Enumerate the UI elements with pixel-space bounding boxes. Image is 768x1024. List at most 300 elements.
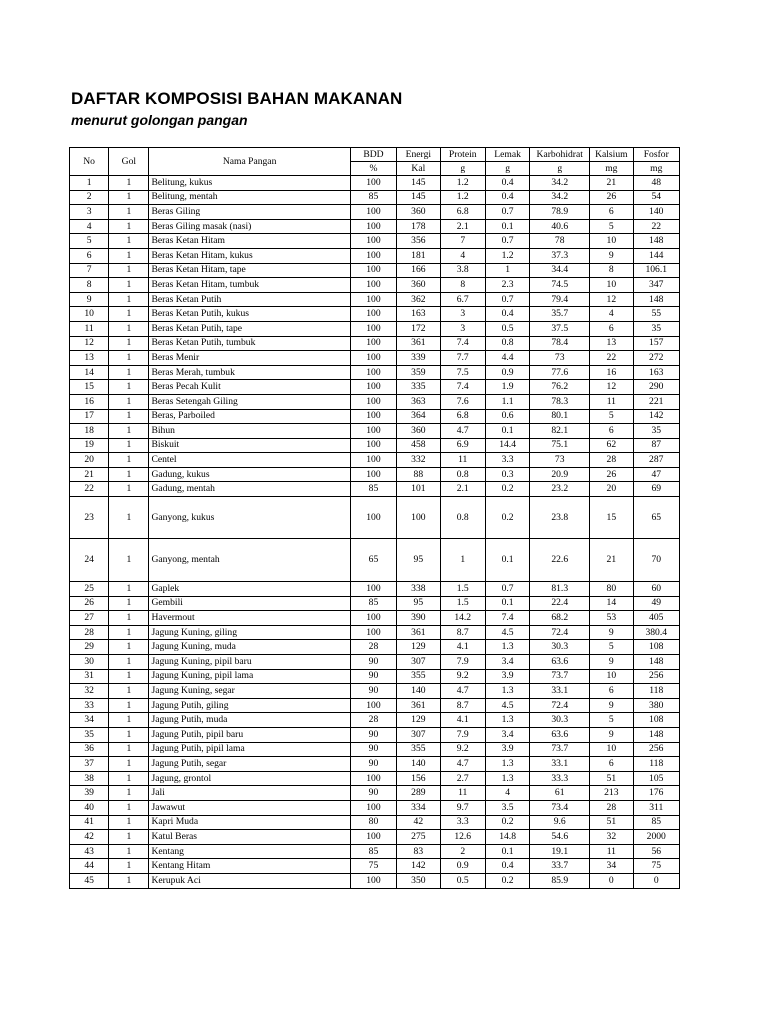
- cell-gol: 1: [109, 424, 149, 439]
- cell-karbohidrat: 30.3: [530, 640, 590, 655]
- cell-gol: 1: [109, 640, 149, 655]
- unit-fosfor: mg: [633, 162, 680, 176]
- cell-nama-pangan: Jagung Kuning, pipil lama: [149, 669, 350, 684]
- cell-energi: 350: [397, 873, 440, 888]
- cell-no: 4: [70, 219, 109, 234]
- cell-bdd: 100: [350, 771, 396, 786]
- cell-nama-pangan: Beras Ketan Putih, tape: [149, 321, 350, 336]
- table-row: [70, 640, 680, 655]
- cell-kalsium: 6: [590, 321, 633, 336]
- cell-protein: 4.1: [440, 640, 485, 655]
- cell-bdd: 100: [350, 438, 396, 453]
- header-protein: Protein: [440, 148, 485, 162]
- cell-fosfor: 75: [633, 859, 680, 874]
- cell-karbohidrat: 34.2: [530, 190, 590, 205]
- cell-gol: 1: [109, 844, 149, 859]
- cell-kalsium: 9: [590, 698, 633, 713]
- cell-nama-pangan: Beras Ketan Hitam, tumbuk: [149, 278, 350, 293]
- cell-lemak: 1: [485, 263, 529, 278]
- cell-kalsium: 5: [590, 640, 633, 655]
- cell-kalsium: 11: [590, 844, 633, 859]
- cell-kalsium: 51: [590, 815, 633, 830]
- cell-nama-pangan: Jagung Putih, giling: [149, 698, 350, 713]
- cell-energi: 360: [397, 278, 440, 293]
- table-row: [70, 205, 680, 220]
- cell-lemak: 0.3: [485, 467, 529, 482]
- cell-bdd: 100: [350, 497, 396, 539]
- cell-kalsium: 6: [590, 424, 633, 439]
- cell-nama-pangan: Beras, Parboiled: [149, 409, 350, 424]
- cell-no: 5: [70, 234, 109, 249]
- cell-energi: 142: [397, 859, 440, 874]
- unit-protein: g: [440, 162, 485, 176]
- cell-protein: 6.7: [440, 292, 485, 307]
- table-row: [70, 669, 680, 684]
- cell-bdd: 80: [350, 815, 396, 830]
- cell-protein: 7.4: [440, 380, 485, 395]
- cell-protein: 8.7: [440, 625, 485, 640]
- cell-no: 10: [70, 307, 109, 322]
- cell-energi: 355: [397, 669, 440, 684]
- cell-bdd: 90: [350, 757, 396, 772]
- cell-fosfor: 148: [633, 728, 680, 743]
- cell-nama-pangan: Belitung, kukus: [149, 176, 350, 191]
- cell-fosfor: 85: [633, 815, 680, 830]
- cell-gol: 1: [109, 815, 149, 830]
- cell-bdd: 100: [350, 467, 396, 482]
- cell-gol: 1: [109, 409, 149, 424]
- cell-fosfor: 118: [633, 757, 680, 772]
- cell-gol: 1: [109, 453, 149, 468]
- cell-gol: 1: [109, 394, 149, 409]
- cell-nama-pangan: Beras Merah, tumbuk: [149, 365, 350, 380]
- cell-kalsium: 5: [590, 713, 633, 728]
- cell-fosfor: 118: [633, 684, 680, 699]
- cell-lemak: 14.4: [485, 438, 529, 453]
- cell-energi: 178: [397, 219, 440, 234]
- cell-fosfor: 287: [633, 453, 680, 468]
- cell-no: 11: [70, 321, 109, 336]
- cell-energi: 360: [397, 424, 440, 439]
- cell-fosfor: 148: [633, 655, 680, 670]
- cell-nama-pangan: Jagung Putih, pipil baru: [149, 728, 350, 743]
- cell-protein: 7.5: [440, 365, 485, 380]
- cell-nama-pangan: Gadung, kukus: [149, 467, 350, 482]
- cell-fosfor: 256: [633, 669, 680, 684]
- cell-gol: 1: [109, 380, 149, 395]
- header-nama-pangan: Nama Pangan: [149, 148, 350, 176]
- cell-gol: 1: [109, 307, 149, 322]
- cell-lemak: 3.4: [485, 655, 529, 670]
- cell-protein: 11: [440, 786, 485, 801]
- cell-no: 34: [70, 713, 109, 728]
- cell-gol: 1: [109, 248, 149, 263]
- cell-bdd: 28: [350, 640, 396, 655]
- cell-gol: 1: [109, 336, 149, 351]
- cell-bdd: 90: [350, 742, 396, 757]
- cell-karbohidrat: 78.9: [530, 205, 590, 220]
- cell-lemak: 0.4: [485, 176, 529, 191]
- cell-karbohidrat: 80.1: [530, 409, 590, 424]
- cell-fosfor: 60: [633, 582, 680, 597]
- cell-karbohidrat: 33.3: [530, 771, 590, 786]
- cell-nama-pangan: Gadung, mentah: [149, 482, 350, 497]
- cell-bdd: 100: [350, 611, 396, 626]
- cell-no: 9: [70, 292, 109, 307]
- unit-lemak: g: [485, 162, 529, 176]
- cell-lemak: 4.5: [485, 698, 529, 713]
- table-row: [70, 742, 680, 757]
- cell-no: 38: [70, 771, 109, 786]
- cell-gol: 1: [109, 611, 149, 626]
- cell-energi: 339: [397, 351, 440, 366]
- cell-bdd: 100: [350, 394, 396, 409]
- cell-energi: 275: [397, 830, 440, 845]
- cell-lemak: 0.5: [485, 321, 529, 336]
- cell-fosfor: 256: [633, 742, 680, 757]
- cell-karbohidrat: 33.7: [530, 859, 590, 874]
- cell-no: 33: [70, 698, 109, 713]
- cell-gol: 1: [109, 219, 149, 234]
- cell-gol: 1: [109, 321, 149, 336]
- cell-nama-pangan: Centel: [149, 453, 350, 468]
- cell-gol: 1: [109, 176, 149, 191]
- cell-protein: 7.4: [440, 336, 485, 351]
- cell-fosfor: 35: [633, 321, 680, 336]
- cell-kalsium: 53: [590, 611, 633, 626]
- cell-no: 14: [70, 365, 109, 380]
- cell-lemak: 14.8: [485, 830, 529, 845]
- cell-karbohidrat: 63.6: [530, 655, 590, 670]
- header-gol: Gol: [109, 148, 149, 176]
- cell-lemak: 0.6: [485, 409, 529, 424]
- cell-protein: 2.1: [440, 219, 485, 234]
- cell-nama-pangan: Havermout: [149, 611, 350, 626]
- cell-kalsium: 6: [590, 684, 633, 699]
- cell-nama-pangan: Jagung, grontol: [149, 771, 350, 786]
- cell-protein: 4.1: [440, 713, 485, 728]
- cell-karbohidrat: 78: [530, 234, 590, 249]
- cell-protein: 6.9: [440, 438, 485, 453]
- cell-karbohidrat: 77.6: [530, 365, 590, 380]
- cell-protein: 0.8: [440, 497, 485, 539]
- table-body: [70, 176, 680, 889]
- cell-bdd: 100: [350, 263, 396, 278]
- cell-bdd: 100: [350, 176, 396, 191]
- cell-bdd: 85: [350, 190, 396, 205]
- cell-fosfor: 176: [633, 786, 680, 801]
- header-kalsium: Kalsium: [590, 148, 633, 162]
- cell-fosfor: 69: [633, 482, 680, 497]
- cell-lemak: 0.4: [485, 859, 529, 874]
- cell-protein: 6.8: [440, 409, 485, 424]
- cell-karbohidrat: 54.6: [530, 830, 590, 845]
- cell-fosfor: 140: [633, 205, 680, 220]
- cell-protein: 3: [440, 307, 485, 322]
- cell-kalsium: 6: [590, 757, 633, 772]
- cell-nama-pangan: Belitung, mentah: [149, 190, 350, 205]
- cell-karbohidrat: 20.9: [530, 467, 590, 482]
- cell-fosfor: 55: [633, 307, 680, 322]
- cell-nama-pangan: Jagung Putih, segar: [149, 757, 350, 772]
- cell-protein: 12.6: [440, 830, 485, 845]
- table-row: [70, 438, 680, 453]
- cell-nama-pangan: Jagung Kuning, muda: [149, 640, 350, 655]
- cell-bdd: 75: [350, 859, 396, 874]
- cell-karbohidrat: 73: [530, 453, 590, 468]
- table-row: [70, 830, 680, 845]
- cell-lemak: 1.3: [485, 684, 529, 699]
- table-row: [70, 482, 680, 497]
- cell-nama-pangan: Beras Ketan Hitam: [149, 234, 350, 249]
- cell-fosfor: 142: [633, 409, 680, 424]
- table-row: [70, 380, 680, 395]
- cell-energi: 145: [397, 176, 440, 191]
- table-row: [70, 278, 680, 293]
- cell-lemak: 1.2: [485, 248, 529, 263]
- cell-karbohidrat: 76.2: [530, 380, 590, 395]
- cell-lemak: 0.2: [485, 482, 529, 497]
- cell-energi: 156: [397, 771, 440, 786]
- cell-gol: 1: [109, 596, 149, 611]
- cell-protein: 8: [440, 278, 485, 293]
- cell-energi: 88: [397, 467, 440, 482]
- cell-kalsium: 51: [590, 771, 633, 786]
- cell-gol: 1: [109, 438, 149, 453]
- cell-nama-pangan: Kentang Hitam: [149, 859, 350, 874]
- cell-no: 45: [70, 873, 109, 888]
- cell-no: 19: [70, 438, 109, 453]
- cell-no: 23: [70, 497, 109, 539]
- cell-karbohidrat: 78.3: [530, 394, 590, 409]
- cell-kalsium: 12: [590, 292, 633, 307]
- cell-nama-pangan: Kapri Muda: [149, 815, 350, 830]
- cell-no: 1: [70, 176, 109, 191]
- table-row: [70, 815, 680, 830]
- cell-lemak: 0.1: [485, 424, 529, 439]
- cell-gol: 1: [109, 684, 149, 699]
- cell-bdd: 90: [350, 684, 396, 699]
- table-row: [70, 336, 680, 351]
- cell-bdd: 100: [350, 248, 396, 263]
- table-row: [70, 611, 680, 626]
- cell-fosfor: 65: [633, 497, 680, 539]
- cell-gol: 1: [109, 351, 149, 366]
- cell-lemak: 0.1: [485, 539, 529, 582]
- cell-bdd: 100: [350, 625, 396, 640]
- cell-no: 39: [70, 786, 109, 801]
- cell-gol: 1: [109, 365, 149, 380]
- cell-bdd: 100: [350, 582, 396, 597]
- cell-fosfor: 148: [633, 292, 680, 307]
- cell-bdd: 100: [350, 292, 396, 307]
- table-row: [70, 713, 680, 728]
- cell-kalsium: 11: [590, 394, 633, 409]
- cell-nama-pangan: Beras Ketan Hitam, tape: [149, 263, 350, 278]
- cell-protein: 6.8: [440, 205, 485, 220]
- cell-karbohidrat: 33.1: [530, 757, 590, 772]
- cell-bdd: 100: [350, 380, 396, 395]
- table-row: [70, 625, 680, 640]
- cell-karbohidrat: 73.7: [530, 742, 590, 757]
- cell-no: 26: [70, 596, 109, 611]
- cell-bdd: 100: [350, 453, 396, 468]
- cell-protein: 9.7: [440, 800, 485, 815]
- cell-protein: 8.7: [440, 698, 485, 713]
- cell-nama-pangan: Kerupuk Aci: [149, 873, 350, 888]
- cell-gol: 1: [109, 497, 149, 539]
- cell-energi: 95: [397, 596, 440, 611]
- cell-protein: 1: [440, 539, 485, 582]
- cell-energi: 361: [397, 336, 440, 351]
- cell-karbohidrat: 73: [530, 351, 590, 366]
- cell-protein: 0.8: [440, 467, 485, 482]
- cell-gol: 1: [109, 728, 149, 743]
- cell-energi: 101: [397, 482, 440, 497]
- table-row: [70, 321, 680, 336]
- cell-karbohidrat: 73.4: [530, 800, 590, 815]
- table-row: [70, 351, 680, 366]
- cell-protein: 3.8: [440, 263, 485, 278]
- table-row: [70, 424, 680, 439]
- cell-no: 31: [70, 669, 109, 684]
- cell-fosfor: 148: [633, 234, 680, 249]
- cell-kalsium: 213: [590, 786, 633, 801]
- cell-kalsium: 21: [590, 176, 633, 191]
- table-row: [70, 365, 680, 380]
- cell-protein: 7.7: [440, 351, 485, 366]
- cell-kalsium: 9: [590, 248, 633, 263]
- cell-energi: 332: [397, 453, 440, 468]
- cell-karbohidrat: 34.4: [530, 263, 590, 278]
- cell-protein: 4.7: [440, 684, 485, 699]
- cell-gol: 1: [109, 190, 149, 205]
- cell-bdd: 100: [350, 800, 396, 815]
- cell-energi: 363: [397, 394, 440, 409]
- cell-bdd: 100: [350, 321, 396, 336]
- table-row: [70, 453, 680, 468]
- cell-bdd: 100: [350, 336, 396, 351]
- cell-protein: 9.2: [440, 669, 485, 684]
- cell-no: 6: [70, 248, 109, 263]
- cell-kalsium: 9: [590, 655, 633, 670]
- cell-karbohidrat: 74.5: [530, 278, 590, 293]
- cell-lemak: 3.5: [485, 800, 529, 815]
- cell-nama-pangan: Beras Menir: [149, 351, 350, 366]
- cell-lemak: 1.3: [485, 640, 529, 655]
- cell-lemak: 2.3: [485, 278, 529, 293]
- table-row: [70, 497, 680, 539]
- table-row: [70, 655, 680, 670]
- cell-energi: 163: [397, 307, 440, 322]
- cell-lemak: 4.5: [485, 625, 529, 640]
- cell-lemak: 1.3: [485, 713, 529, 728]
- cell-no: 25: [70, 582, 109, 597]
- cell-bdd: 100: [350, 205, 396, 220]
- cell-nama-pangan: Jagung Kuning, segar: [149, 684, 350, 699]
- cell-gol: 1: [109, 786, 149, 801]
- table-row: [70, 771, 680, 786]
- cell-gol: 1: [109, 539, 149, 582]
- cell-energi: 172: [397, 321, 440, 336]
- cell-lemak: 0.9: [485, 365, 529, 380]
- cell-protein: 7: [440, 234, 485, 249]
- cell-lemak: 0.4: [485, 307, 529, 322]
- cell-no: 42: [70, 830, 109, 845]
- cell-karbohidrat: 72.4: [530, 625, 590, 640]
- cell-nama-pangan: Beras Setengah Giling: [149, 394, 350, 409]
- cell-fosfor: 272: [633, 351, 680, 366]
- cell-bdd: 100: [350, 234, 396, 249]
- cell-no: 17: [70, 409, 109, 424]
- table-row: [70, 757, 680, 772]
- cell-lemak: 4: [485, 786, 529, 801]
- table-row: [70, 190, 680, 205]
- cell-energi: 356: [397, 234, 440, 249]
- cell-no: 35: [70, 728, 109, 743]
- header-karbohidrat: Karbohidrat: [530, 148, 590, 162]
- table-row: [70, 219, 680, 234]
- header-bdd: BDD: [350, 148, 396, 162]
- cell-karbohidrat: 33.1: [530, 684, 590, 699]
- cell-lemak: 3.3: [485, 453, 529, 468]
- cell-fosfor: 221: [633, 394, 680, 409]
- cell-protein: 1.5: [440, 596, 485, 611]
- cell-gol: 1: [109, 467, 149, 482]
- cell-bdd: 100: [350, 873, 396, 888]
- cell-gol: 1: [109, 859, 149, 874]
- cell-energi: 129: [397, 713, 440, 728]
- cell-gol: 1: [109, 757, 149, 772]
- table-row: [70, 596, 680, 611]
- cell-protein: 4.7: [440, 424, 485, 439]
- cell-kalsium: 12: [590, 380, 633, 395]
- cell-energi: 140: [397, 684, 440, 699]
- cell-nama-pangan: Beras Giling masak (nasi): [149, 219, 350, 234]
- cell-gol: 1: [109, 205, 149, 220]
- cell-protein: 3: [440, 321, 485, 336]
- unit-energi: Kal: [397, 162, 440, 176]
- cell-bdd: 100: [350, 307, 396, 322]
- cell-protein: 14.2: [440, 611, 485, 626]
- cell-karbohidrat: 22.6: [530, 539, 590, 582]
- cell-gol: 1: [109, 582, 149, 597]
- cell-nama-pangan: Beras Ketan Hitam, kukus: [149, 248, 350, 263]
- cell-no: 28: [70, 625, 109, 640]
- cell-gol: 1: [109, 655, 149, 670]
- cell-karbohidrat: 37.5: [530, 321, 590, 336]
- cell-fosfor: 380.4: [633, 625, 680, 640]
- cell-karbohidrat: 85.9: [530, 873, 590, 888]
- cell-fosfor: 0: [633, 873, 680, 888]
- cell-energi: 289: [397, 786, 440, 801]
- cell-gol: 1: [109, 482, 149, 497]
- table-row: [70, 467, 680, 482]
- cell-fosfor: 380: [633, 698, 680, 713]
- cell-bdd: 90: [350, 786, 396, 801]
- cell-fosfor: 163: [633, 365, 680, 380]
- cell-lemak: 0.2: [485, 815, 529, 830]
- cell-nama-pangan: Jagung Kuning, pipil baru: [149, 655, 350, 670]
- cell-protein: 9.2: [440, 742, 485, 757]
- table-row: [70, 263, 680, 278]
- cell-gol: 1: [109, 669, 149, 684]
- cell-gol: 1: [109, 873, 149, 888]
- cell-fosfor: 108: [633, 713, 680, 728]
- table-row: [70, 698, 680, 713]
- cell-protein: 7.9: [440, 655, 485, 670]
- cell-no: 44: [70, 859, 109, 874]
